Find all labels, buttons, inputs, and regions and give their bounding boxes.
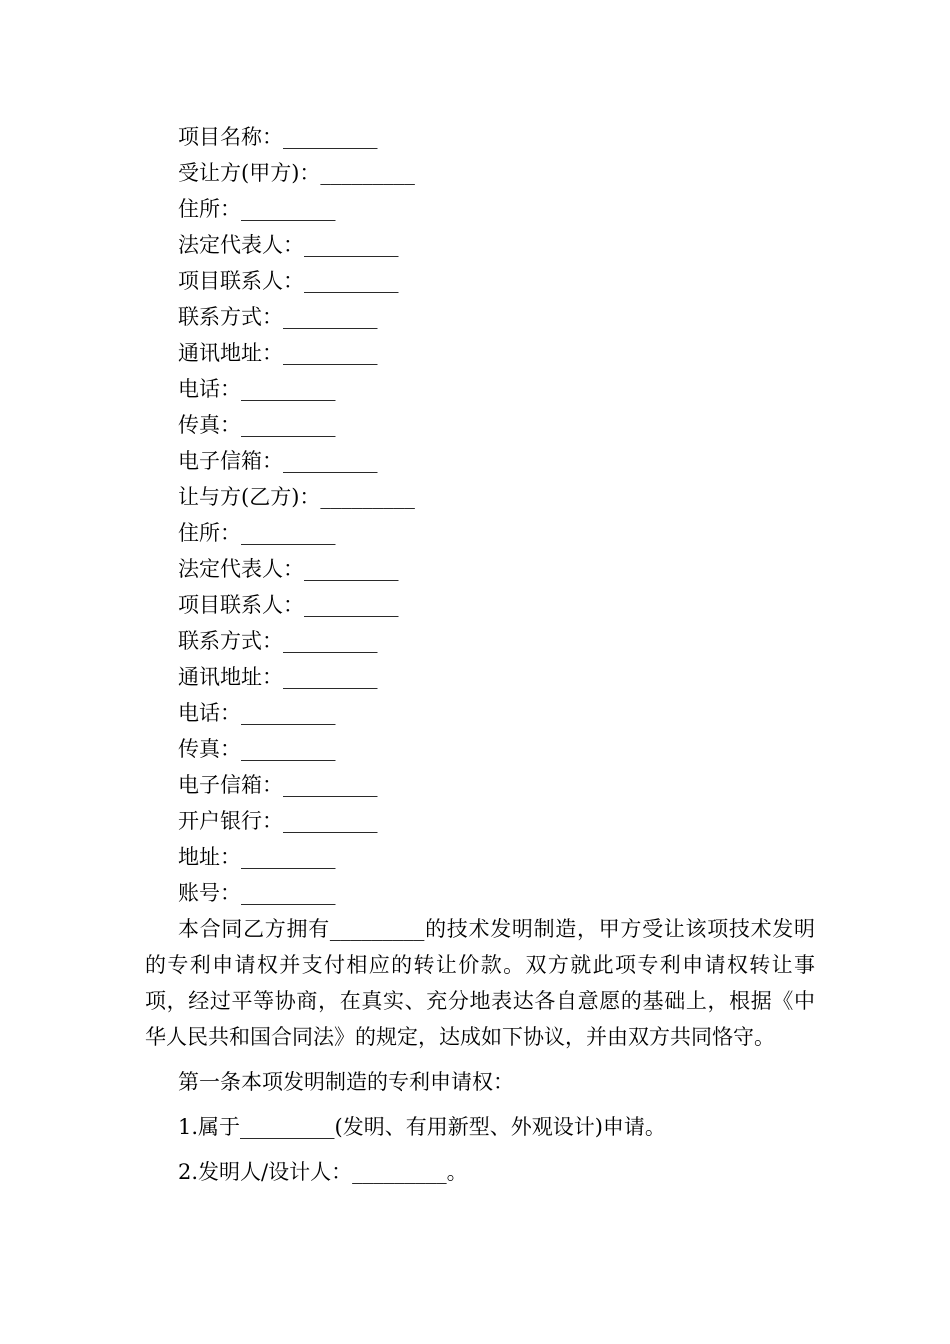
party-a-phone-field: 电话：_________ — [178, 377, 336, 401]
project-name-field: 项目名称：_________ — [178, 125, 378, 149]
party-b-contact-person-field: 项目联系人：_________ — [178, 593, 399, 617]
party-a-legal-rep-field: 法定代表人：_________ — [178, 233, 399, 257]
party-a-field: 受让方(甲方)：_________ — [178, 161, 415, 185]
party-b-field: 让与方(乙方)：_________ — [178, 485, 415, 509]
party-a-email-field: 电子信箱：_________ — [178, 449, 378, 473]
party-b-contact-method-field: 联系方式：_________ — [178, 629, 378, 653]
party-a-mailing-address-field: 通讯地址：_________ — [178, 341, 378, 365]
party-a-address-field: 住所：_________ — [178, 197, 336, 221]
article-1-item-2: 2.发明人/设计人：_________。 — [178, 1160, 468, 1184]
party-b-email-field: 电子信箱：_________ — [178, 773, 378, 797]
party-a-contact-person-field: 项目联系人：_________ — [178, 269, 399, 293]
party-b-mailing-address-field: 通讯地址：_________ — [178, 665, 378, 689]
party-a-fax-field: 传真：_________ — [178, 413, 336, 437]
party-b-address-field: 住所：_________ — [178, 521, 336, 545]
party-b-phone-field: 电话：_________ — [178, 701, 336, 725]
preamble-paragraph: 本合同乙方拥有_________的技术发明制造，甲方受让该项技术发明的专利申请权并支付相应的转让价款。双方就此项专利申请权转让事项，经过平等协商，在真实、充分地表达各自意愿的基础上，根据《中华人民共和国合同法》的规定，达成如下协议，并由双方共同恪守。 — [145, 917, 815, 1049]
article-1-title: 第一条本项发明制造的专利申请权： — [178, 1070, 514, 1094]
party-info-fields — [178, 119, 415, 911]
contract-body — [145, 911, 815, 1190]
party-b-bank-address-field: 地址：_________ — [178, 845, 336, 869]
party-b-legal-rep-field: 法定代表人：_________ — [178, 557, 399, 581]
article-1-item-1: 1.属于_________(发明、有用新型、外观设计)申请。 — [178, 1115, 666, 1139]
party-b-fax-field: 传真：_________ — [178, 737, 336, 761]
party-b-bank-field: 开户银行：_________ — [178, 809, 378, 833]
party-a-contact-method-field: 联系方式：_________ — [178, 305, 378, 329]
party-b-account-field: 账号：_________ — [178, 881, 336, 905]
